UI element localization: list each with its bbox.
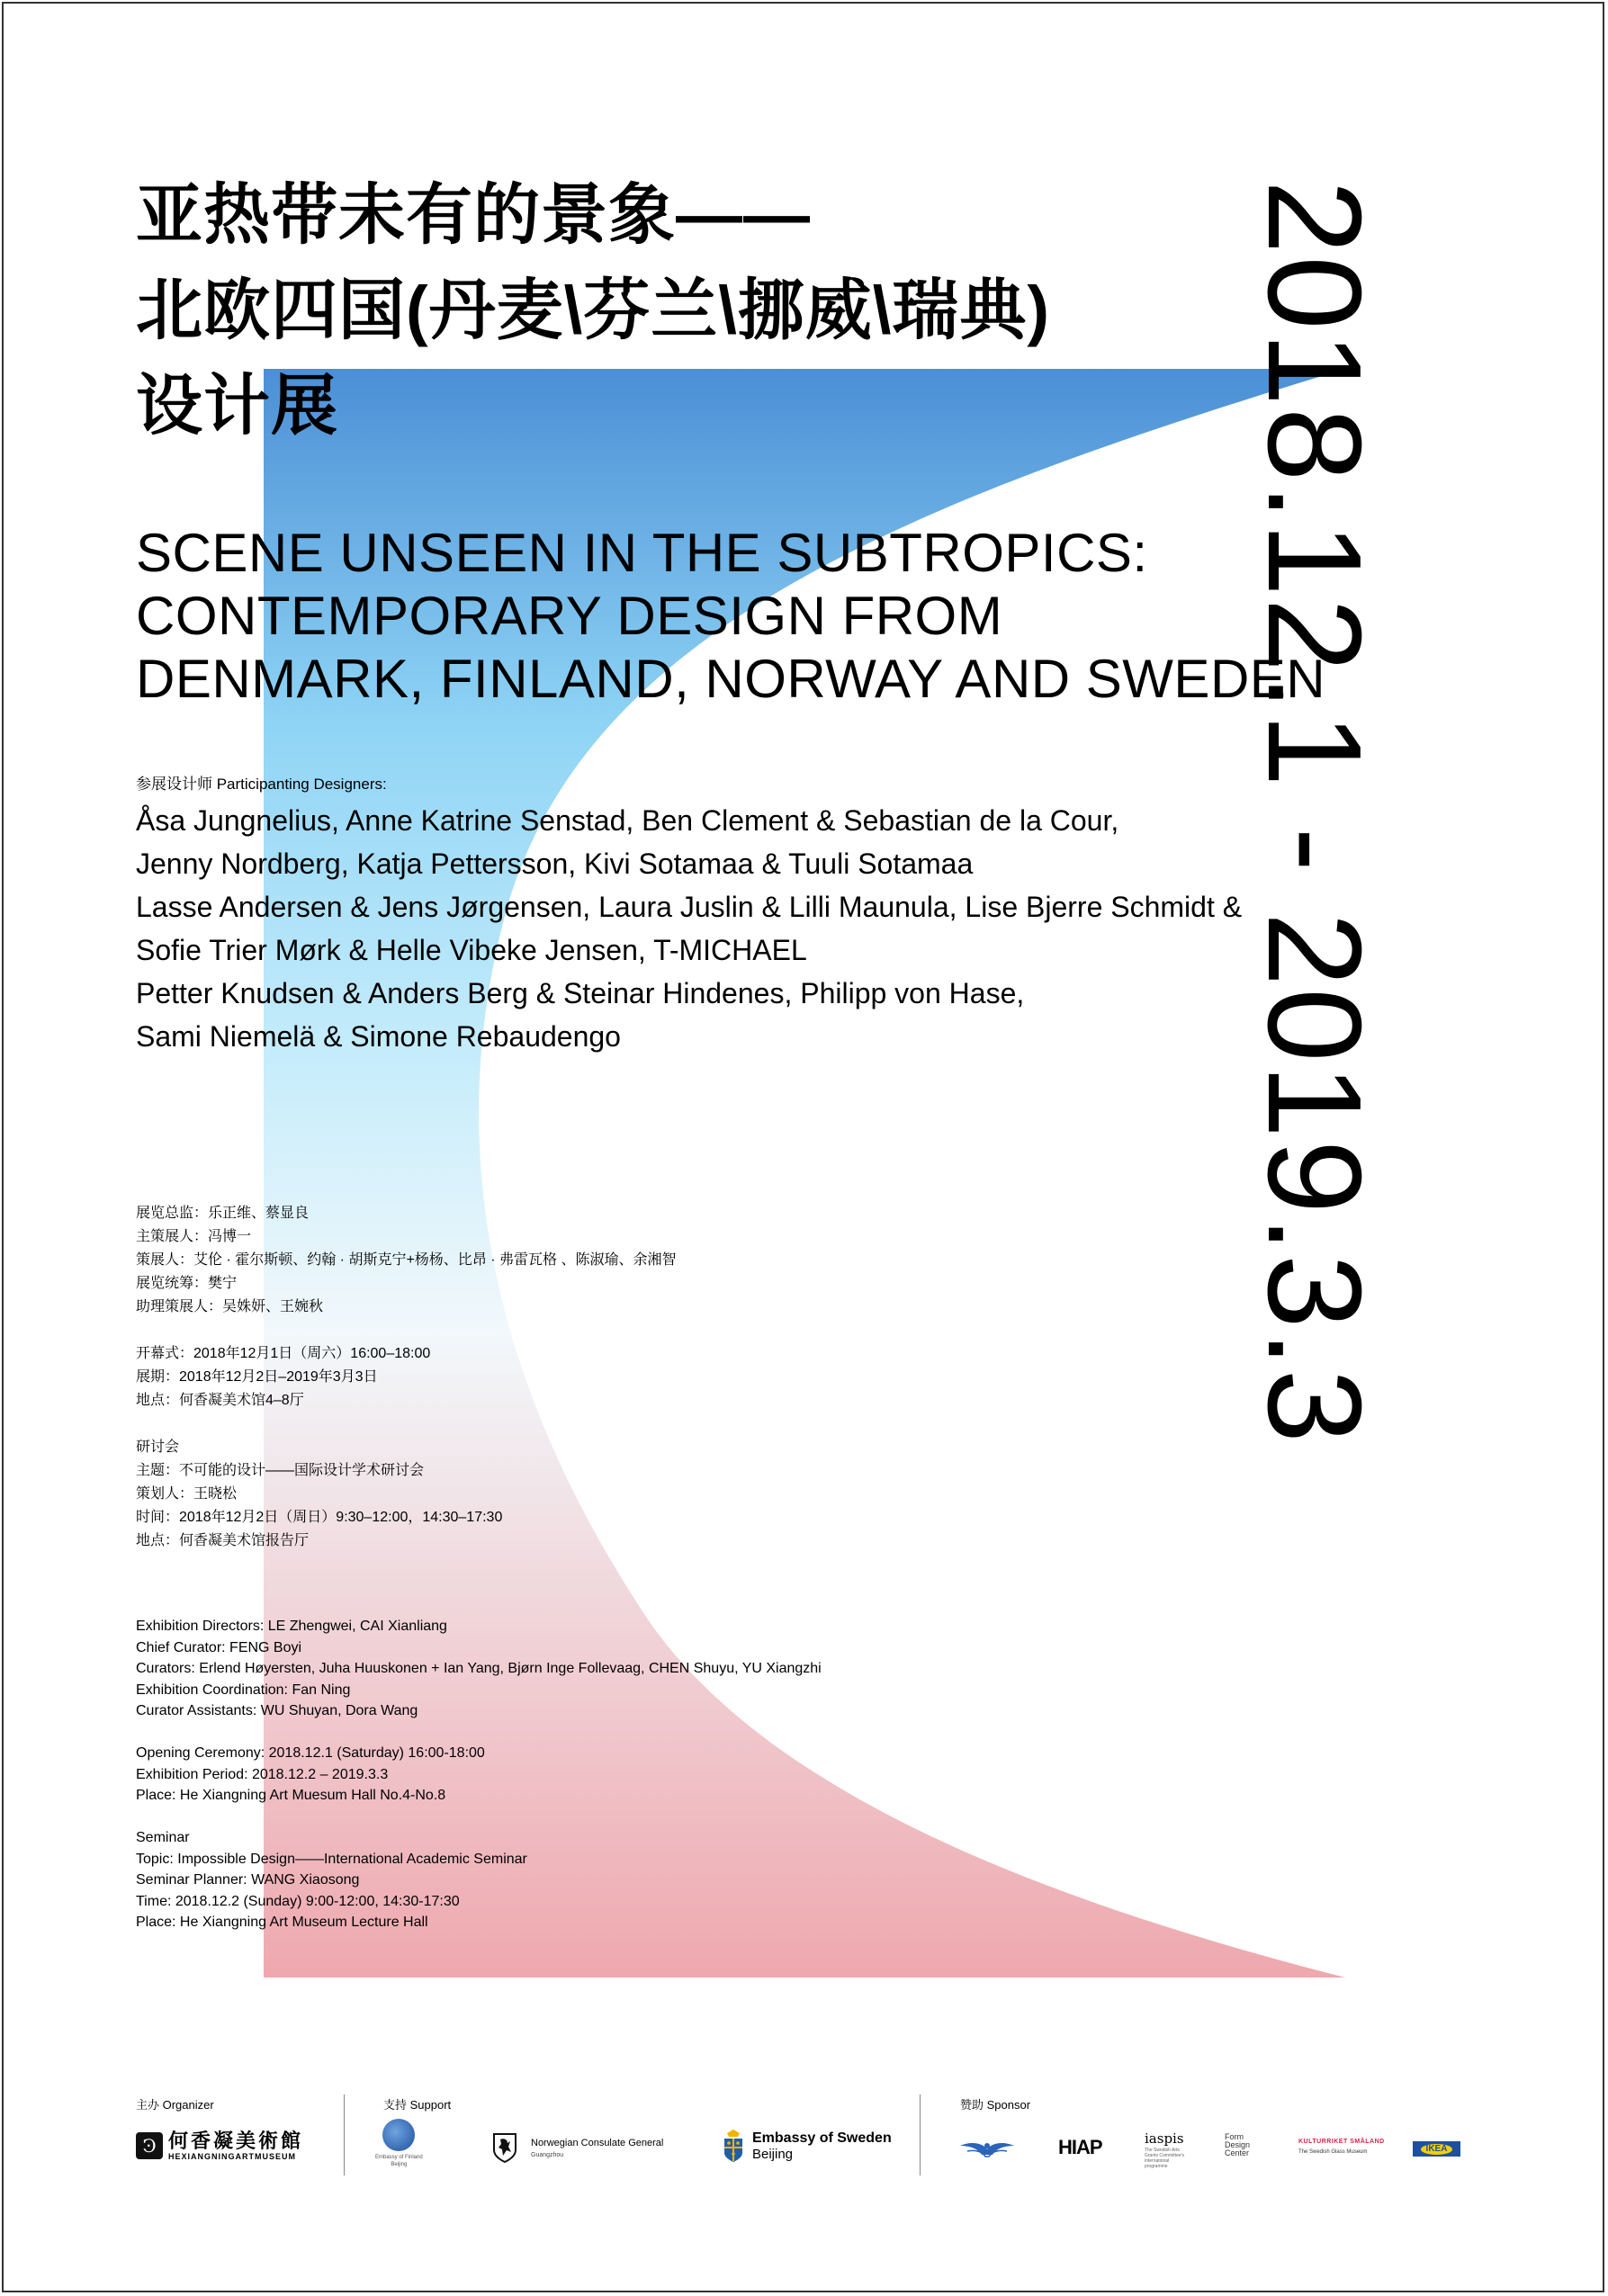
info-cn-line: 主策展人：冯博一 [136, 1229, 252, 1244]
info-cn-line: 展期：2018年12月2日–2019年3月3日 [136, 1369, 378, 1385]
form-design-word: Design [1225, 2140, 1251, 2149]
info-cn-line: 地点：何香凝美术馆报告厅 [136, 1533, 310, 1548]
info-cn-line: 地点：何香凝美术馆4–8厅 [136, 1393, 304, 1408]
form-design-word: Form [1225, 2132, 1244, 2141]
title-cn-line-2: 北欧四国(丹麦\芬兰\挪威\瑞典) [136, 273, 1050, 347]
finland-embassy-name: Embassy of Finland [375, 2155, 423, 2160]
sponsor-label: 赞助 Sponsor [960, 2098, 1031, 2112]
sweden-crest-icon [722, 2128, 745, 2164]
info-cn-line: 时间：2018年12月2日（周日）9:30–12:00，14:30–17:30 [136, 1510, 503, 1525]
designers-line: Sofie Trier Mørk & Helle Vibeke Jensen, T-MICHAEL [136, 934, 807, 966]
designers-line: Petter Knudsen & Anders Berg & Steinar Hindenes, Philipp von Hase, [136, 977, 1025, 1009]
form-design-word: Center [1225, 2148, 1250, 2157]
info-cn-line: 主题：不可能的设计——国际设计学术研讨会 [136, 1463, 425, 1478]
designers-list [136, 799, 1242, 1058]
info-en-line: Opening Ceremony: 2018.12.1 (Saturday) 16:00-18:00 [136, 1745, 485, 1761]
info-en-line: Exhibition Coordination: Fan Ning [136, 1682, 351, 1698]
info-en-line: Seminar Planner: WANG Xiaosong [136, 1872, 360, 1888]
designers-line: Lasse Andersen & Jens Jørgensen, Laura Juslin & Lilli Maunula, Lise Bjerre Schmidt & [136, 891, 1243, 923]
info-english [136, 1616, 822, 1933]
info-cn-line: 助理策展人：吴姝妍、王婉秋 [136, 1299, 324, 1314]
info-en-line: Chief Curator: FENG Boyi [136, 1639, 302, 1655]
organizer-label: 主办 Organizer [136, 2098, 214, 2112]
title-chinese [136, 167, 1050, 453]
norway-lion-icon [491, 2132, 518, 2163]
info-cn-line: 展览总监：乐正维、蔡显良 [136, 1206, 310, 1221]
info-cn-line: 策展人：艾伦 · 霍尔斯顿、约翰 · 胡斯克宁+杨杨、比昂 · 弗雷瓦格 、陈淑瑜、余湘智 [136, 1252, 677, 1268]
support-label: 支持 Support [383, 2098, 452, 2112]
sponsor-wing-logo-icon [958, 2137, 1016, 2160]
info-chinese [136, 1202, 676, 1553]
museum-mark-icon: Ͽ [136, 2132, 163, 2159]
kulturriket-logo: KULTURRIKET SMÅLAND [1298, 2139, 1385, 2145]
info-en-line: Seminar [136, 1830, 190, 1845]
sweden-embassy-city: Beijing [752, 2146, 794, 2162]
form-design-center-logo [1225, 2133, 1250, 2157]
title-en-line-1: SCENE UNSEEN IN THE SUBTROPICS: [136, 523, 1148, 583]
designers-label: 参展设计师 Participanting Designers: [136, 776, 387, 793]
iaspis-logo: iaspis [1145, 2130, 1184, 2147]
info-cn-line: 研讨会 [136, 1439, 180, 1455]
ikea-wordmark: IKEA [1421, 2144, 1453, 2155]
title-cn-line-3: 设计展 [136, 368, 338, 443]
sweden-embassy-logo [722, 2128, 892, 2164]
title-cn-line-1: 亚热带未有的景象—— [136, 177, 811, 252]
sweden-embassy-name: Embassy of Sweden [752, 2130, 892, 2146]
norway-consulate-city: Guangzhou [531, 2151, 564, 2158]
info-en-line: Time: 2018.12.2 (Sunday) 9:00-12:00, 14:30-17:30 [136, 1893, 460, 1909]
info-en-line: Curators: Erlend Høyersten, Juha Huuskonen + Ian Yang, Bjørn Inge Follevaag, CHEN Shuyu, YU Xiangzhi [136, 1661, 822, 1676]
title-en-line-2: CONTEMPORARY DESIGN FROM [136, 586, 1003, 646]
museum-name-cn: 何香凝美術館 [168, 2130, 304, 2153]
iaspis-subtitle: The Swedish Arts Grants Committee's international programme [1145, 2148, 1185, 2169]
hiap-logo: HIAP [1058, 2136, 1102, 2158]
designers-line: Sami Niemelä & Simone Rebaudengo [136, 1020, 621, 1053]
designers-line: Åsa Jungnelius, Anne Katrine Senstad, Ben Clement & Sebastian de la Cour, [136, 804, 1119, 837]
title-en-line-3: DENMARK, FINLAND, NORWAY AND SWEDEN [136, 649, 1326, 709]
info-en-line: Place: He Xiangning Art Museum Lecture Hall [136, 1915, 428, 1930]
norway-consulate-name: Norwegian Consulate General [531, 2137, 664, 2148]
info-cn-line: 开幕式：2018年12月1日（周六）16:00–18:00 [136, 1346, 431, 1361]
museum-logo [136, 2130, 303, 2161]
museum-name-en: HEXIANGNINGARTMUSEUM [168, 2152, 297, 2161]
footer-divider [920, 2094, 921, 2175]
info-cn-line: 展览统筹：樊宁 [136, 1276, 238, 1291]
designers-line: Jenny Nordberg, Katja Pettersson, Kivi Sotamaa & Tuuli Sotamaa [136, 848, 974, 880]
kulturriket-subtitle: The Swedish Glass Museum [1298, 2149, 1368, 2155]
title-english [136, 522, 1325, 711]
info-en-line: Exhibition Directors: LE Zhengwei, CAI Xianliang [136, 1619, 447, 1634]
footer-divider [344, 2094, 345, 2175]
norway-consulate-logo [491, 2132, 663, 2163]
info-en-line: Topic: Impossible Design——International Academic Seminar [136, 1851, 527, 1867]
info-en-line: Curator Assistants: WU Shuyan, Dora Wang [136, 1703, 418, 1718]
info-en-line: Place: He Xiangning Art Muesum Hall No.4-No.8 [136, 1788, 446, 1803]
info-en-line: Exhibition Period: 2018.12.2 – 2019.3.3 [136, 1766, 389, 1782]
date-range-vertical: 2018.12.1 - 2019.3.3 [1240, 180, 1388, 1446]
finland-embassy-city: Beijing [391, 2162, 408, 2167]
finland-emblem-icon [382, 2119, 415, 2151]
ikea-logo [1413, 2141, 1460, 2157]
info-cn-line: 策划人：王晓松 [136, 1486, 238, 1502]
finland-embassy-logo [375, 2119, 423, 2168]
